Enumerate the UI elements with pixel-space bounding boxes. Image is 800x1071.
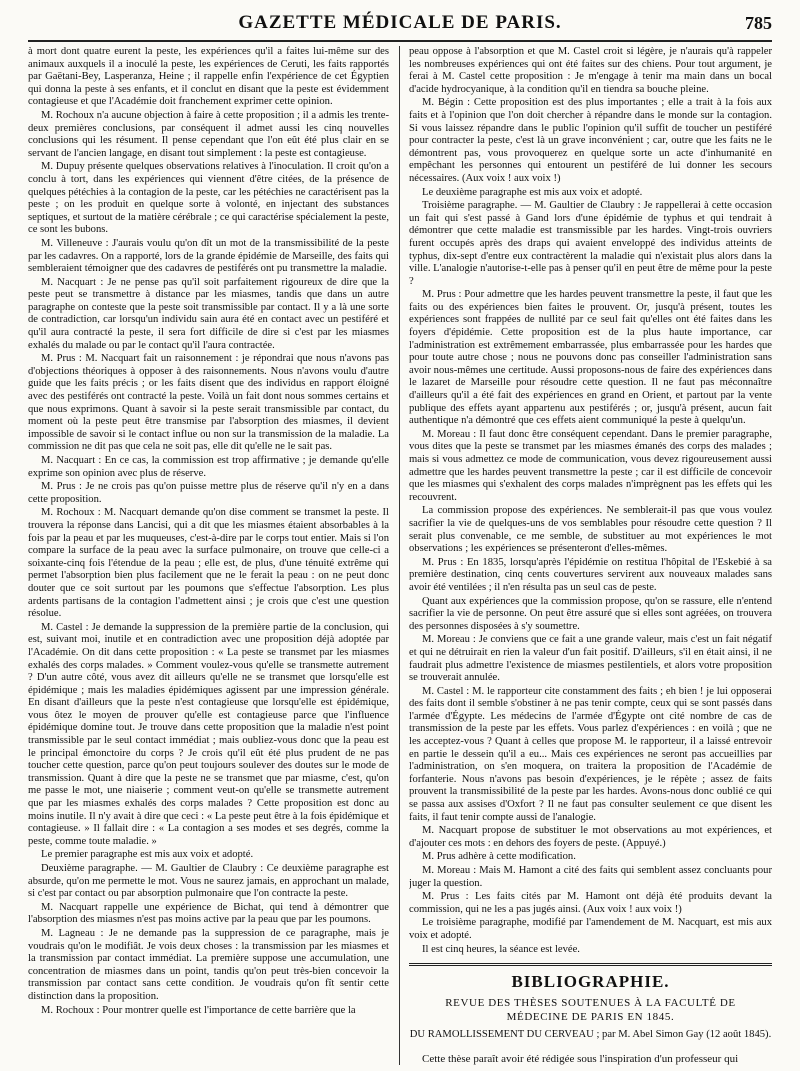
paragraph: M. Rochoux : M. Nacquart demande qu'on dise comment se transmet la peste. Il trouvera la réponse dans Lancisi, qui a dit que les miasmes étaient absorbables à la fois par la peau et par les muqueuses, c'est-à-dire par le corps tout entier. Mais si l'on compare la surface de la peau avec la surface pulmonaire, on trouve que celle-ci a soixante-cinq fois l'étendue de la peau ; elle est, de plus, d'une ténuité extrême qui permet l'absorption bien plus facilement que ne le ferait la peau : on ne peut donc douter que ce soit surtout par les poumons que s'effectue l'absorption. Les plus ardents partisans de la contagion l'admettent ainsi ; je crois que c'est une question résolue.	[28, 507, 389, 620]
journal-title: GAZETTE MÉDICALE DE PARIS.	[238, 12, 562, 33]
paragraph: M. Lagneau : Je ne demande pas la suppression de ce paragraphe, mais je voudrais qu'on le modifiât. Je vois deux choses : la transmission par les miasmes et la transmission par contact immédiat. La première suppose une accumulation, une concentration de miasmes dans un point, tandis qu'on peut très-bien concevoir la transmission par contact sans cette condition. Je voudrais qu'on fît sentir cette distinction dans la proposition.	[28, 927, 389, 1002]
paragraph: M. Prus : Les faits cités par M. Hamont ont déjà été produits devant la commission, qui ne les a pas jugés ainsi. (Aux voix ! aux voix !)	[409, 891, 772, 915]
paragraph: peau oppose à l'absorption et que M. Castel croit si légère, je n'aurais qu'à rappeler les nombreuses expériences qui ont été faites sur des chiens. Pour tout argument, je ferai à M. Castel cette proposition : Je m'engage à tenir ma main dans un bocal d'acide hydrocyanique, à la condition qu'il en tiendra sa bouche pleine.	[409, 46, 772, 95]
paragraph: M. Nacquart propose de substituer le mot observations au mot expériences, et d'ajouter ces mots : en dehors des foyers de peste. (Appuyé.)	[409, 825, 772, 849]
paragraph: M. Moreau : Mais M. Hamont a cité des faits qui semblent assez concluants pour juger la question.	[409, 865, 772, 889]
paragraph: Quant aux expériences que la commission propose, qu'on se rassure, elle n'entend sacrifier la vie de personne. On peut être assuré que si elles sont agréées, on trouvera des personnes disposées à s'y soumettre.	[409, 595, 772, 632]
paragraph: M. Nacquart : Je ne pense pas qu'il soit parfaitement rigoureux de dire que la peste peut se transmettre à distance par les miasmes, tandis que dans un autre paragraphe on conteste que la peste soit transmissible par contact. Il y a là une sorte de contradiction, car lorsqu'un individu sain aura été en contact avec un pestiféré et qu'il aura contracté la peste, il sera fort difficile de dire si c'est par les miasmes exhalés du malade ou par le contact qu'il l'aura contractée.	[28, 276, 389, 351]
paragraph: à mort dont quatre eurent la peste, les expériences qu'il a faites lui-même sur des animaux auxquels il a inoculé la peste, les expériences de Ceruti, les faits rapportés par Gaëtani-Bey, Lasperanza, Heine ; il rappelle enfin l'expérience de cet Égyptien qui donna la peste à ses enfants, et il conclut en disant que la peste est évidemment contagieuse et que l'Académie doit franchement exprimer cette opinion.	[28, 46, 389, 108]
paragraph: M. Castel : M. le rapporteur cite constamment des faits ; eh bien ! je lui opposerai des faits dont il semble s'obstiner à ne pas tenir compte, ceux qui se sont passés dans l'armée d'Égypte. Les médecins de l'armée d'Égypte ont cité nombre de cas de transmission de la peste par les effets. Vous parlez d'expériences : en voilà ; que ne les acceptez-vous ? Quant à celles que propose M. le rapporteur, il a laissé entrevoir en partie le dessein qu'il a eu... Mais ces expériences ne seront pas accueillies par l'administration, on s'en moquera, on traitera la proposition de l'Académie de forfanterie. Nous n'avons pas besoin d'expériences, je le répète ; assez de faits prouvent la transmissibilité de la peste par les hardes. Avons-nous donc oublié ce qui se passa aux assises d'Oxfort ? Il ne faut pas consulter seulement ce que disent les faits, il faut tenir compte aussi de l'analogie.	[409, 685, 772, 823]
paragraph: M. Prus : Je ne crois pas qu'on puisse mettre plus de réserve qu'il n'y en a dans cette proposition.	[28, 481, 389, 505]
page-number: 785	[745, 13, 772, 33]
paragraph: M. Nacquart : En ce cas, la commission est trop affirmative ; je demande qu'elle exprime son opinion avec plus de réserve.	[28, 455, 389, 479]
paragraph: Il est cinq heures, la séance est levée.	[422, 943, 580, 955]
right-column	[409, 46, 772, 1067]
paragraph: M. Moreau : Je conviens que ce fait a une grande valeur, mais c'est un fait négatif et qui ne détruirait en rien la valeur d'un fait positif. D'ailleurs, s'il en était ainsi, il ne faudrait plus admettre l'existence de miasmes pestilentiels, et alors votre proposition se trouverait annulée.	[409, 634, 772, 684]
paragraph: M. Prus : Pour admettre que les hardes peuvent transmettre la peste, il faut que les faits ou des expériences bien faites le prouvent. Or, jusqu'à présent, toutes les expériences sont frappées de nullité par ce seul fait qu'elles ont été faites dans les foyers d'épidémie. Cette proposition est de la plus haute importance, car l'administration est extrêmement embarrassée, plus embarrassée pour les hardes que pour toute autre chose ; nous ne pouvons donc pas conseiller l'administration sans avoir nous-mêmes une certitude. Aussi proposons-nous de faire des expériences dans le lazaret de Marseille pour résoudre cette question. Il ne faut pas méconnaître d'ailleurs qu'il a été fait des expériences en grand en Orient, et partout par la vente publique des effets ayant appartenu aux pestiférés ; or, jusqu'à présent, aucun fait authentique n'a démontré que ces effets aient communiqué la peste à quelqu'un.	[409, 289, 772, 427]
paragraph: Le troisième paragraphe, modifié par l'amendement de M. Nacquart, est mis aux voix et adopté.	[409, 917, 772, 941]
page-header	[28, 12, 772, 42]
column-divider	[399, 46, 400, 1065]
paragraph: M. Dupuy présente quelques observations relatives à l'inoculation. Il croit qu'on a conclu à tort, dans les expériences qui viennent d'être citées, de la présence de quelques pétéchies à la contagion de la peste, car les pétéchies ne caractérisent pas la peste ; on les produit en quelque sorte à volonté, en injectant des substances septiques, et surtout de la matière cérébrale ; ce qui caractérise spécialement la peste, ce sont les bubons.	[28, 161, 389, 236]
paragraph: Troisième paragraphe. — M. Gaultier de Claubry : Je rappellerai à cette occasion un fait qui s'est passé à Gand lors d'une épidémie de typhus et qui tendrait à démontrer que cette maladie est transmissible par les hardes. Vingt-trois ouvriers furent occupés après des draps qui avaient enveloppé des individus atteints de typhus, dix-sept d'entre eux contractèrent la maladie qui n'existait plus alors dans la ville. L'analogie n'autorise-t-elle pas à penser qu'il en peut être de même pour la peste ?	[409, 200, 772, 287]
paragraph: M. Castel : Je demande la suppression de la première partie de la conclusion, qui est, suivant moi, inutile et en contradiction avec une proposition déjà adoptée par l'Académie. On dit dans cette proposition : « La peste se transmet par les miasmes exhalés des corps malades. » Comment voulez-vous qu'elle se transmette autrement ? D'un autre côté, vous avez dit ailleurs qu'elle ne se transmet que lorsqu'elle est épidémique ; mais les maladies épidémiques agissent par une impression générale. En disant d'ailleurs que la peste n'est contagieuse que lorsqu'elle est épidémique, vous ôtez le moyen de prouver qu'elle est contagieuse parce que l'influence épidémique domine tout. Je trouve dans cette proposition que la maladie n'est point transmissible par le seul contact immédiat ; mais oubliez-vous donc que la peau est le principal émonctoire du corps ? Je crois qu'il eût été plus prudent de ne pas toucher cette question, parce qu'on peut toujours soulever des doutes sur le mode de transmission. Quant à dire que la peste ne se transmet que par miasme, c'est, qu'on me passe le mot, une niaiserie ; comment veut-on qu'elle se transmette autrement que par les miasmes exhalés des corps malades ? Cette proposition est donc au moins inutile. Il n'y avait à dire que ceci : « La peste peut être à la fois épidémique et contagieuse. » Il fallait dire : « La contagion a ses modes et ses degrés, comme la peste, comme toute maladie. »	[28, 621, 389, 847]
paragraph: M. Rochoux : Pour montrer quelle est l'importance de cette barrière que la	[41, 1004, 356, 1016]
paragraph: Deuxième paragraphe. — M. Gaultier de Claubry : Ce deuxième paragraphe est absurde, qu'on me permette le mot. Vous ne saurez jamais, en approchant un malade, si c'est par contact ou par absorption pulmonaire que l'on contracte la peste.	[28, 863, 389, 900]
thesis-entry: DU RAMOLLISSEMENT DU CERVEAU ; par M. Abel Simon Gay (12 août 1845).	[409, 1029, 772, 1041]
paragraph: M. Moreau : Il faut donc être conséquent cependant. Dans le premier paragraphe, vous dites que la peste se transmet par les miasmes émanés des corps des malades ; mais si vous admettez ce mode de communication, vous devez rigoureusement aussi admettre que les hardes peuvent transmettre la peste ; car il est difficile de concevoir que les miasmes qui s'exhalent des corps malades n'imprègnent pas les effets qui les recouvrent.	[409, 428, 772, 503]
paragraph: M. Villeneuve : J'aurais voulu qu'on dît un mot de la transmissibilité de la peste par les cadavres. On a rapporté, lors de la grande épidémie de Marseille, des faits qui sembleraient témoigner que des cadavres de pestiférés ont pu transmettre la maladie.	[28, 237, 389, 275]
paragraph: M. Bégin : Cette proposition est des plus importantes ; elle a trait à la fois aux faits et à l'opinion que l'on doit chercher à répandre dans le monde sur la contagion. Si vous laissez répandre dans le public l'opinion qu'il suffit de toucher un pestiféré pour contracter la peste, c'est là un grave inconvénient ; car, outre que les faits ne le démontrent pas, vous provoquerez en quelque sorte un acte d'inhumanité en empêchant les personnes qui entourent un pestiféré de lui donner les secours nécessaires. (Aux voix ! aux voix !)	[409, 97, 772, 184]
paragraph: M. Prus : M. Nacquart fait un raisonnement : je répondrai que nous n'avons pas d'objections théoriques à opposer à des raisonnements. Nous n'avons voulu d'autre guide que les faits précis ; or les faits disent que des individus en rapport éloigné avec des pestiférés ont contracté la peste. Voilà un fait dont nous sommes certains et que nous exprimons. Quant à savoir si la peste serait transmissible par contact, du moment où la peste peut être transmise par l'absorption des miasmes, il devient impossible de savoir si le contact influe ou non sur la transmission de la maladie. La commission ne dit pas que cela ne soit pas, elle dit qu'elle ne le sait pas.	[28, 353, 389, 453]
paragraph: M. Rochoux n'a aucune objection à faire à cette proposition ; il a admis les trente-deux premières conclusions, par conséquent il admet aussi les cinq nouvelles conclusions qui les résument. Il pense cependant que l'on eût été plus clair en se servant de l'ancien langage, en disant tout simplement : la peste est contagieuse.	[28, 109, 389, 159]
paragraph: Le deuxième paragraphe est mis aux voix et adopté.	[422, 186, 643, 198]
section-divider	[409, 963, 772, 966]
bibliography-subtitle: REVUE DES THÈSES SOUTENUES À LA FACULTÉ DE MÉDECINE DE PARIS EN 1845.	[445, 997, 736, 1024]
paragraph: M. Prus : En 1835, lorsqu'après l'épidémie on restitua l'hôpital de l'Eskebié à sa première destination, cinq cents couvertures servirent aux nouveaux malades sans avoir été ventilées ; il n'en résulta pas un seul cas de peste.	[409, 556, 772, 593]
paragraph: M. Prus adhère à cette modification.	[422, 851, 576, 863]
paragraph: M. Nacquart rappelle une expérience de Bichat, qui tend à démontrer que l'absorption des miasmes n'est pas moins active par la peau que par les poumons.	[28, 901, 389, 926]
bibliography-heading: BIBLIOGRAPHIE.	[511, 972, 670, 992]
left-column	[28, 46, 389, 1067]
paragraph: Le premier paragraphe est mis aux voix et adopté.	[41, 849, 254, 861]
thesis-review-text: Cette thèse paraît avoir été rédigée sous l'inspiration d'un professeur qui	[422, 1053, 739, 1066]
paragraph: La commission propose des expériences. Ne semblerait-il pas que vous voulez sacrifier la vie de quelques-uns de vos semblables pour résoudre cette question ? Il serait plus convenable, ce me semble, de substituer au mot expériences le mot observations ; les expériences se présenteront d'elles-mêmes.	[409, 505, 772, 555]
